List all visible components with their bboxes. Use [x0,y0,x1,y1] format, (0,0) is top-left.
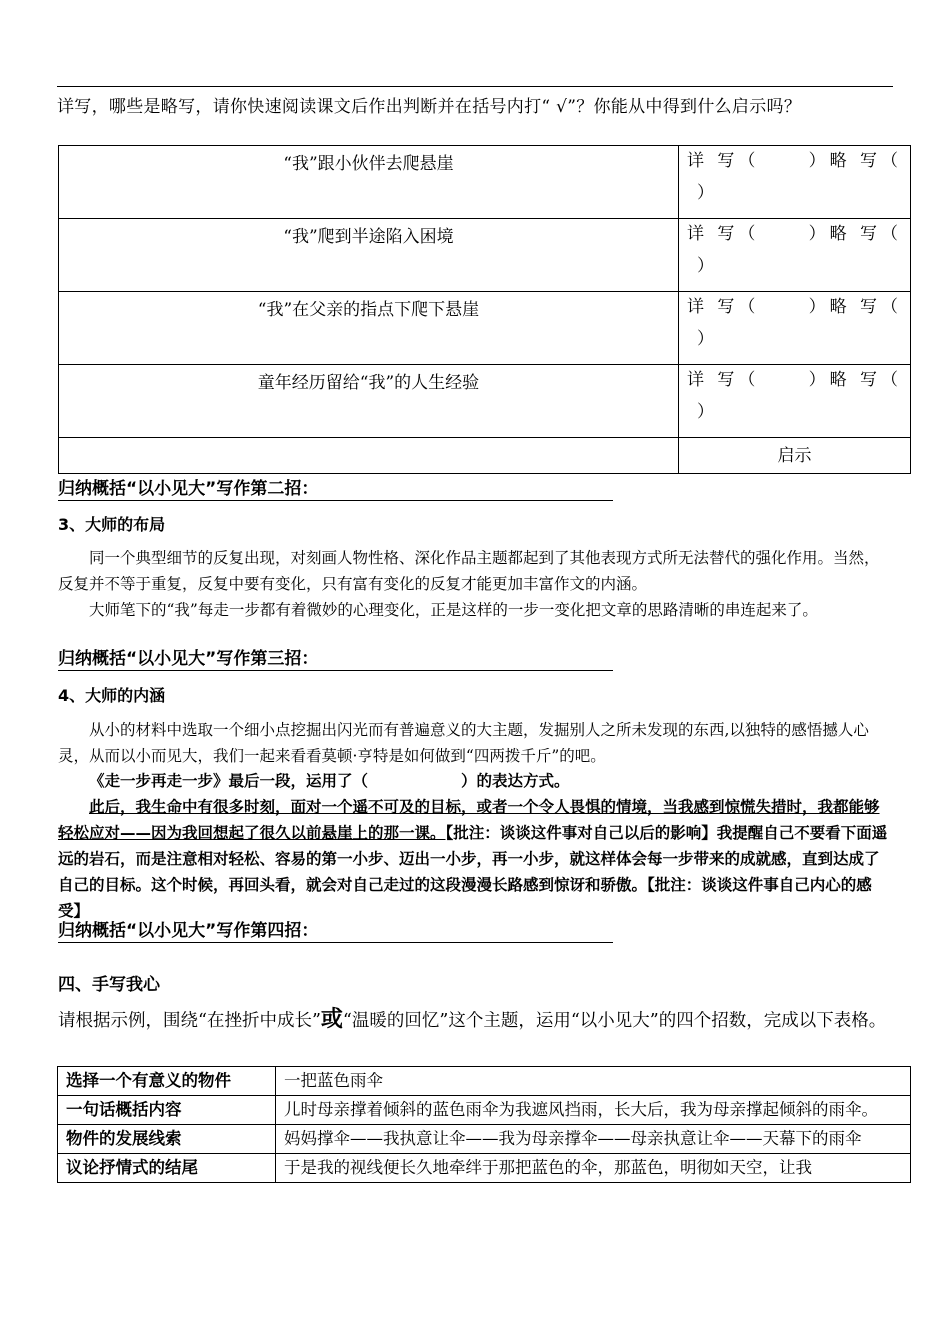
excerpt-paragraph [58,794,893,924]
insight-label: 启示 [679,438,911,474]
insight-answer-cell[interactable] [59,438,679,474]
table-row [59,219,911,292]
summary-line-3[interactable]: 归纳概括“以小见大”写作第三招： [58,648,613,671]
detail-brief-cell[interactable]: 详 写（ ）略 写（ ） [679,365,911,438]
row-key: 物件的发展线索 [58,1125,276,1154]
part-4-instruction: 请根据示例，围绕“在挫折中成长”或“温暖的回忆”这个主题，运用“以小见大”的四个招数，完成以下表格。 [58,1007,887,1032]
annotation-note-1: 【批注：谈谈这件事对自己以后的影响】 [445,824,717,842]
section-3-heading: 3、大师的布局 [58,515,166,534]
section-3-paragraph-1: 同一个典型细节的反复出现，对刻画人物性格、深化作品主题都起到了其他表现方式所无法替代的强化作用。当然，反复并不等于重复，反复中要有变化，只有富有变化的反复才能更加丰富作文的内涵。 [58,549,880,593]
table-row [59,438,911,474]
summary-line-4[interactable]: 归纳概括“以小见大”写作第四招： [58,920,613,943]
table-row [59,146,911,219]
event-label: “我”爬到半途陷入困境 [59,219,679,292]
section-4-heading: 4、大师的内涵 [58,686,166,705]
underlined-quote: 此后，我生命中有很多时刻，面对一个遥不可及的目标，或者一个令人畏惧的情境，当我感到惊慌失措时，我都能够轻松应对——因为我回想起了很久以前悬崖上的那一课。 [58,798,880,842]
table-row [59,365,911,438]
table-row [58,1154,911,1183]
part-4-heading: 四、手写我心 [58,975,160,995]
event-label: “我”在父亲的指点下爬下悬崖 [59,292,679,365]
top-rule [57,86,893,87]
row-value[interactable]: 一把蓝色雨伞 [276,1067,911,1096]
event-label: “我”跟小伙伴去爬悬崖 [59,146,679,219]
event-label: 童年经历留给“我”的人生经验 [59,365,679,438]
summary-line-2[interactable]: 归纳概括“以小见大”写作第二招： [58,478,613,501]
row-key: 议论抒情式的结尾 [58,1154,276,1183]
annotation-note-2: 【批注：谈谈这件事自己内心的感受】 [58,876,872,920]
row-value[interactable]: 儿时母亲撑着倾斜的蓝色雨伞为我遮风挡雨，长大后，我为母亲撑起倾斜的雨伞。 [276,1096,911,1125]
table-row [58,1067,911,1096]
row-value[interactable]: 妈妈撑伞——我执意让伞——我为母亲撑伞——母亲执意让伞——天幕下的雨伞 [276,1125,911,1154]
section-3-paragraph-2: 大师笔下的“我”每走一步都有着微妙的心理变化，正是这样的一步一变化把文章的思路清晰的串连起来了。 [89,601,818,619]
or-word: 或 [320,1007,343,1032]
row-key: 一句话概括内容 [58,1096,276,1125]
excerpt-continuation: 我提醒自己不要看下面遥远的岩石，而是注意相对轻松、容易的第一小步、迈出一小步，再一小步，就这样体会每一步带来的成就感，直到达成了自己的目标。这个时候，再回头看，就会对自己走过的这段漫漫长路感到惊讶和骄傲。 [58,824,888,894]
expression-question: 《走一步再走一步》最后一段，运用了（ ）的表达方式。 [89,772,570,790]
table-row [59,292,911,365]
row-value[interactable]: 于是我的视线便长久地牵绊于那把蓝色的伞，那蓝色，明彻如天空，让我 [276,1154,911,1183]
object-planning-table [57,1066,911,1183]
detail-brief-cell[interactable]: 详 写（ ）略 写（ ） [679,292,911,365]
row-key: 选择一个有意义的物件 [58,1067,276,1096]
detail-brief-cell[interactable]: 详 写（ ）略 写（ ） [679,146,911,219]
table-row [58,1096,911,1125]
detail-brief-cell[interactable]: 详 写（ ）略 写（ ） [679,219,911,292]
section-4-paragraph-1: 从小的材料中选取一个细小点挖掘出闪光而有普遍意义的大主题，发掘别人之所未发现的东西,以独特的感悟撼人心灵，从而以小而见大，我们一起来看看莫顿·亨特是如何做到“四两拨千斤”的吧。 [58,721,869,765]
intro-question: 详写，哪些是略写，请你快速阅读课文后作出判断并在括号内打“ √”？你能从中得到什么启示吗？ [57,97,802,117]
table-row [58,1125,911,1154]
detail-brief-table [58,145,911,474]
